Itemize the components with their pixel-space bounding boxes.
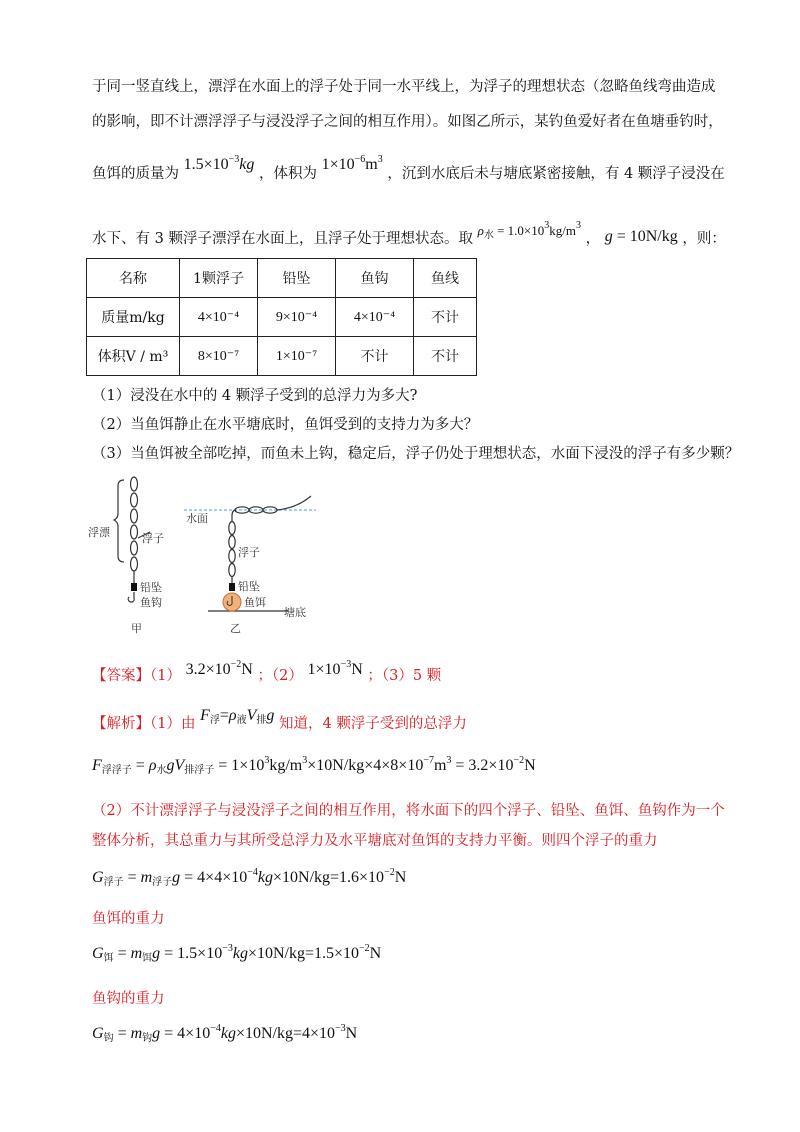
label-float-yi: 浮子: [238, 546, 260, 559]
analysis-2-line-2: 整体分析，其总重力与其所受总浮力及水平塘底对鱼饵的支持力平衡。则四个浮子的重力: [92, 833, 658, 849]
buoyancy-calc-formula: $F_{浮浮子} = \rho_水gV_{排浮子} = 1\times 10^3kg/m^3\times 10N/kg\times 4\times 8\times 10^{-7}m^3 = 3.2\times 10^{-2}N$: [92, 755, 536, 776]
bait-weight-title: 鱼饵的重力: [92, 911, 165, 927]
float-diagram: [88, 470, 328, 640]
question-3: （3）当鱼饵被全部吃掉，而鱼未上钩，稳定后，浮子仍处于理想状态，水面下浸没的浮子有多少颗？: [92, 446, 740, 462]
answer-1-formula: $3.2\times 10^{-2}N$: [185, 659, 253, 678]
question-1: （1）浸没在水中的 4 颗浮子受到的总浮力为多大?: [92, 388, 418, 404]
label-hook-jia: 鱼钩: [140, 596, 162, 609]
intro-line-1: 于同一竖直线上，漂浮在水面上的浮子处于同一水平线上，为浮子的理想状态（忽略鱼线弯曲造成: [92, 79, 716, 95]
table-row: 质量m/kg 4×10⁻⁴ 9×10⁻⁴ 4×10⁻⁴ 不计: [87, 298, 477, 337]
bait-weight-formula: $G_饵 = m_饵g = 1.5\times 10^{-3}kg\times 10N/kg=1.5\times 10^{-2}N$: [92, 943, 382, 964]
intro-line-3: 鱼饵的质量为 $1.5\times 10^{-3}kg$ ，体积为 $1\times 10^{-6}m^3$ ，沉到水底后未与塘底紧密接触，有 4 颗浮子浸没在: [92, 154, 725, 182]
hook-weight-title: 鱼钩的重力: [92, 991, 165, 1007]
table-row: 名称 1颗浮子 铅坠 鱼钩 鱼线: [87, 259, 477, 298]
label-bottom-yi: 塘底: [284, 606, 306, 619]
table-row: 体积V / m³ 8×10⁻⁷ 1×10⁻⁷ 不计 不计: [87, 337, 477, 376]
buoyancy-law-formula: $F_浮=\rho_液V_排g$: [200, 707, 275, 726]
analysis-2-line-1: （2）不计漂浮浮子与浸没浮子之间的相互作用，将水面下的四个浮子、铅坠、鱼饵、鱼钩作为一个: [92, 803, 725, 819]
intro-line-2: 的影响，即不计漂浮浮子与浸没浮子之间的相互作用）。如图乙所示，某钓鱼爱好者在鱼塘垂钓时，: [92, 114, 723, 130]
label-water: 水面: [186, 512, 208, 525]
question-2: （2）当鱼饵静止在水平塘底时，鱼饵受到的支持力为多大？: [92, 417, 479, 433]
data-table: [86, 258, 477, 376]
analysis-tag: 【解析】: [92, 716, 150, 732]
answer-tag: 【答案】: [92, 668, 150, 684]
caption-jia: 甲: [131, 622, 142, 635]
analysis-line-1: 【解析】（1）由 $F_浮=\rho_液V_排g$ 知道，4 颗浮子受到的总浮力: [92, 707, 467, 732]
gravity-formula: g = 10N/kg: [604, 228, 678, 245]
answer-line: 【答案】（1） $3.2\times 10^{-2}N$ ；（2） $1\times 10^{-3}N$ ；（3）5 颗: [92, 659, 442, 684]
answer-2-formula: $1\times 10^{-3}N$: [307, 659, 363, 678]
label-bait-yi: 鱼饵: [244, 596, 266, 609]
float-weight-formula: $G_{浮子} = m_{浮子}g = 4\times 4\times 10^{-4}kg\times 10N/kg=1.6\times 10^{-2}N$: [92, 867, 407, 888]
hook-weight-formula: $G_钩 = m_钩g = 4\times 10^{-4}kg\times 10N/kg=4\times 10^{-3}N$: [92, 1023, 358, 1044]
label-float-group: 浮漂: [88, 526, 110, 539]
label-sinker-jia: 铅坠: [140, 581, 162, 594]
label-sinker-yi: 铅坠: [238, 580, 260, 593]
bait-volume-formula: $1\times 10^{-6}m^3$: [321, 154, 383, 173]
intro-line-4: 水下、有 3 颗浮子漂浮在水面上，且浮子处于理想状态。取 $\rho_水 = 1.0\times 10^3kg/m^3$ ， g = 10N/kg ，则：: [92, 220, 726, 247]
caption-yi: 乙: [230, 622, 241, 635]
bait-mass-formula: $1.5\times 10^{-3}kg$: [183, 154, 255, 173]
water-density-formula: $\rho_水 = 1.0\times 10^3kg/m^3$: [477, 220, 581, 241]
label-float-jia: 浮子: [142, 532, 164, 545]
